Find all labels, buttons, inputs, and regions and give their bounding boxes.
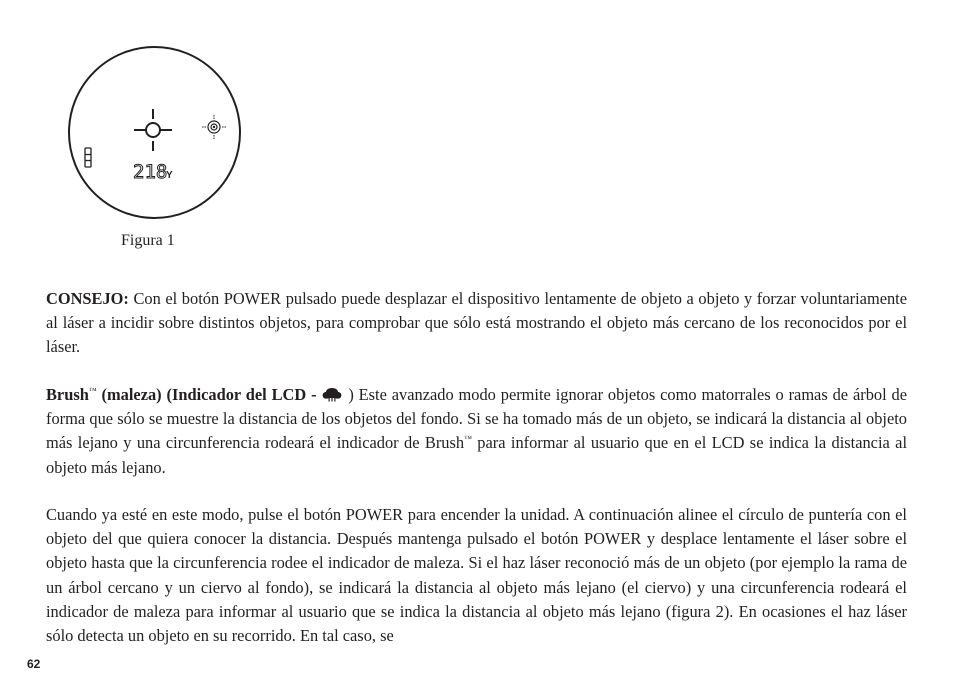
- brush-description: ) Este avanzado modo permite ignorar objetos como matorrales o ramas de árbol de forma que sólo se muestre la distancia de los objetos del fondo. Si se ha tomado más de un objeto, se indicará la distancia al objeto más lejano y una circunferencia rodeará el indicador de Brush: [46, 385, 907, 453]
- distance-readout: 218: [133, 161, 168, 183]
- tip-paragraph: [46, 287, 907, 360]
- trademark-symbol: ™: [464, 434, 472, 444]
- brush-maleza-label: (maleza) (Indicador del LCD -: [96, 385, 322, 404]
- tip-text: Con el botón POWER pulsado puede desplazar el dispositivo lentamente de objeto a objeto y forzar voluntariamente al láser a incidir sobre distintos objetos, para comprobar que sólo está mostrando el objeto más cercano de los reconocidos por el láser.: [46, 289, 907, 357]
- brush-label: Brush: [46, 385, 89, 404]
- figure-1-lcd-view: [67, 45, 242, 220]
- brush-description-end: para informar al usuario que en el LCD se indica la distancia al objeto más lejano.: [46, 433, 907, 477]
- lcd-display-illustration: [67, 45, 242, 220]
- mode-operation-paragraph: Cuando ya esté en este modo, pulse el botón POWER para encender la unidad. A continuación alinee el círculo de puntería con el objeto del que quiera conocer la distancia. Después mantenga pulsado el botón POWER y desplace lentamente el láser sobre el objeto hasta que la circunferencia rodee el indicador de maleza. Si el haz láser reconoció más de un objeto (por ejemplo la rama de un árbol cercano y un ciervo al fondo), se indicará la distancia al objeto más lejano (el ciervo) y una circunferencia rodeará el indicador de maleza para informar al usuario que se indica la distancia al objeto más lejano (figura 2). En ocasiones el haz láser sólo detecta un objeto en su recorrido. En tal caso, se: [46, 505, 907, 646]
- brush-tree-icon: [321, 387, 343, 402]
- distance-unit: Y: [166, 170, 173, 181]
- tip-label: CONSEJO:: [46, 289, 129, 308]
- trademark-symbol: ™: [88, 386, 97, 395]
- target-indicator-icon: [202, 115, 226, 139]
- battery-icon: [85, 148, 91, 167]
- page-number: 62: [27, 657, 41, 671]
- brush-mode-paragraph: [46, 383, 907, 480]
- aiming-reticle-icon: [134, 109, 172, 151]
- figure-caption: Figura 1: [121, 232, 175, 249]
